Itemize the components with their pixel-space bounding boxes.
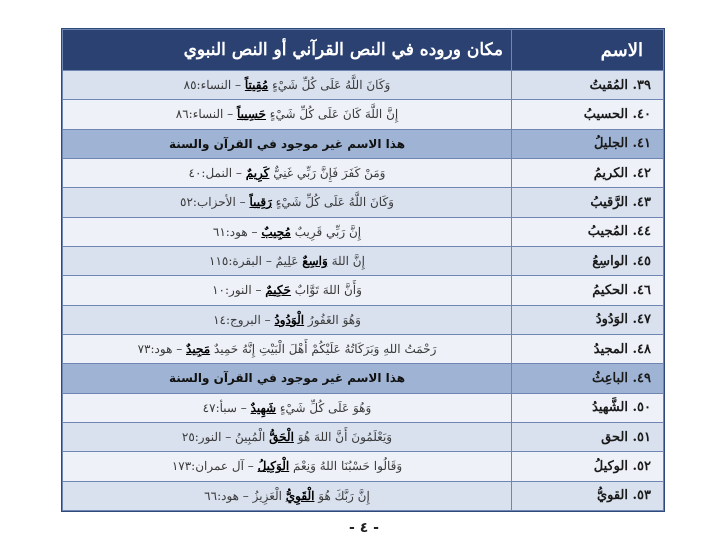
verse-text: وَكَانَ اللَّهُ عَلَى كُلِّ شَيْءٍ <box>271 195 394 210</box>
name-keyword: رَقِيباً <box>249 195 272 210</box>
table-row <box>63 334 664 363</box>
verse-reference: – آل عمران:١٧٣ <box>171 459 258 474</box>
verse-cell <box>63 481 512 510</box>
verse-text: إِنَّ رَبَّكَ هُوَ <box>314 488 370 503</box>
name-cell: ٤٩. الباعِثُ <box>512 364 664 393</box>
table-row <box>63 217 664 246</box>
name-keyword: الْحَقُّ <box>269 430 294 445</box>
verse-reference: – النور:١٠ <box>212 283 266 298</box>
verse-cell <box>63 452 512 481</box>
verse-text: إِنَّ رَبِّي قَرِيبٌ <box>290 224 362 239</box>
verse-cell <box>63 100 512 129</box>
verse-text: وَقَالُوا حَسْبُنَا اللهُ وَنِعْمَ <box>289 459 403 474</box>
verse-reference: – النمل:٤٠ <box>188 166 246 181</box>
table-row <box>63 276 664 305</box>
table-row <box>63 452 664 481</box>
verse-reference: – النساء:٨٦ <box>175 107 237 122</box>
name-keyword: الْقَوِيُّ <box>285 488 315 503</box>
name-keyword: مُجِيبٌ <box>261 224 291 239</box>
verse-cell <box>63 217 512 246</box>
name-keyword: وَاسِعٌ <box>302 254 328 269</box>
verse-reference: – البروج:١٤ <box>213 312 275 327</box>
verse-cell <box>63 305 512 334</box>
table-row <box>63 158 664 187</box>
name-keyword: الْوَدُودُ <box>274 312 305 327</box>
verse-reference: الْعَزِيزُ – هود:٦٦ <box>204 488 286 503</box>
verse-text: هذا الاسم غير موجود في القرآن والسنة <box>168 371 406 386</box>
name-keyword: حَسِيباً <box>236 107 266 122</box>
name-cell: ٤٥. الواسِعُ <box>512 246 664 275</box>
table-row <box>63 71 664 100</box>
table-row <box>63 364 664 393</box>
verse-text: وَهُوَ عَلَى كُلِّ شَيْءٍ <box>276 400 372 415</box>
table-row <box>63 100 664 129</box>
name-cell: ٤٢. الكريمُ <box>512 158 664 187</box>
verse-text: وَهُوَ الغَفُورُ <box>304 312 361 327</box>
verse-text: هذا الاسم غير موجود في القرآن والسنة <box>168 136 406 151</box>
verse-text: إِنَّ اللهَ <box>327 254 365 269</box>
name-cell: ٤٣. الرَّقيبُ <box>512 188 664 217</box>
header-name: الاسم <box>512 30 664 71</box>
table-body <box>63 71 664 511</box>
table-row <box>63 246 664 275</box>
verse-reference: عَلِيمٌ – البقرة:١١٥ <box>209 254 303 269</box>
header-place: مكان وروده في النص القرآني أو النص النبوي <box>63 30 512 71</box>
verse-reference: – الأحزاب:٥٢ <box>180 195 250 210</box>
verse-reference: – هود:٦١ <box>212 224 262 239</box>
verse-cell <box>63 158 512 187</box>
verse-cell <box>63 393 512 422</box>
table-row <box>63 188 664 217</box>
verse-cell <box>63 334 512 363</box>
not-found-note <box>63 364 512 393</box>
table-header-row <box>63 30 664 71</box>
verse-reference: الْمُبِينُ – النور:٢٥ <box>181 430 270 445</box>
name-keyword: حَكِيمٌ <box>265 283 291 298</box>
table-row <box>63 129 664 158</box>
verse-cell <box>63 188 512 217</box>
name-cell: ٥٣. القويُّ <box>512 481 664 510</box>
name-keyword: مُقِيتاً <box>244 78 269 93</box>
verse-cell <box>63 422 512 451</box>
name-cell: ٤١. الجليلُ <box>512 129 664 158</box>
verse-reference: – هود:٧٣ <box>137 342 187 357</box>
table-row <box>63 305 664 334</box>
name-cell: ٤٨. المجيدُ <box>512 334 664 363</box>
verse-cell <box>63 276 512 305</box>
verse-text: وَأَنَّ اللهَ تَوَّابٌ <box>290 283 362 298</box>
name-keyword: الْوَكِيلُ <box>257 459 290 474</box>
verse-text: رَحْمَتُ اللهِ وَبَرَكَاتُهُ عَلَيْكُمْ أَهْلَ الْبَيْتِ إِنَّهُ حَمِيدٌ <box>210 342 437 357</box>
verse-text: وَكَانَ اللَّهُ عَلَى كُلِّ شَيْءٍ <box>268 78 391 93</box>
name-cell: ٤٠. الحسيبُ <box>512 100 664 129</box>
verse-text: وَيَعْلَمُونَ أَنَّ اللهَ هُوَ <box>293 430 393 445</box>
verse-cell <box>63 71 512 100</box>
name-keyword: مَجِيدٌ <box>186 342 211 357</box>
not-found-note <box>63 129 512 158</box>
name-cell: ٥٢. الوكيلُ <box>512 452 664 481</box>
page-number: - ٤ - <box>349 520 379 536</box>
table-row <box>63 422 664 451</box>
name-cell: ٥٠. الشَّهيدُ <box>512 393 664 422</box>
name-cell: ٤٦. الحكيمُ <box>512 276 664 305</box>
name-cell: ٤٧. الوَدُودُ <box>512 305 664 334</box>
names-table-container <box>61 28 665 512</box>
name-cell: ٥١. الحق <box>512 422 664 451</box>
table-row <box>63 481 664 510</box>
name-keyword: شَهِيدٌ <box>250 400 277 415</box>
verse-reference: – سبأ:٤٧ <box>202 400 251 415</box>
verse-reference: – النساء:٨٥ <box>183 78 245 93</box>
name-cell: ٤٤. المُجيبُ <box>512 217 664 246</box>
name-cell: ٣٩. المُقيتُ <box>512 71 664 100</box>
verse-text: وَمَنْ كَفَرَ فَإِنَّ رَبِّي غَنِيٌّ <box>269 166 386 181</box>
verse-cell <box>63 246 512 275</box>
name-keyword: كَرِيمٌ <box>245 166 270 181</box>
names-table <box>62 29 664 511</box>
verse-text: إِنَّ اللَّهَ كَانَ عَلَى كُلِّ شَيْءٍ <box>265 107 399 122</box>
table-row <box>63 393 664 422</box>
